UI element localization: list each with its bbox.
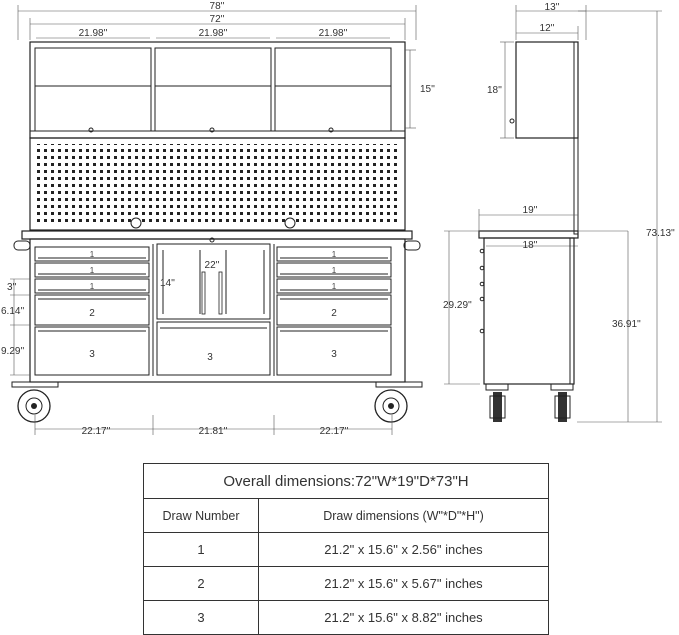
left-drawer-number-2: 1 xyxy=(89,266,95,275)
bottom-width-label-3: 22.17'' xyxy=(319,426,349,437)
table-row xyxy=(144,567,549,601)
hutch-width-label-1: 21.98'' xyxy=(78,28,108,39)
body-width-label: 72'' xyxy=(209,14,225,25)
spec-header-dims: Draw dimensions (W"*D"*H") xyxy=(259,499,549,533)
spec-table-title: Overall dimensions:72"W*19"D*73"H xyxy=(144,464,549,499)
front-view xyxy=(1,1,435,437)
center-drawer-number: 3 xyxy=(207,352,213,363)
left-drawer-number-1: 1 xyxy=(89,250,95,259)
right-drawer-number-2: 1 xyxy=(331,266,337,275)
hutch-height-label: 15'' xyxy=(420,84,435,95)
drawer-dims-cell: 21.2" x 15.6" x 8.82" inches xyxy=(259,601,549,635)
drawer-height-label-3: 9.29'' xyxy=(1,346,25,357)
total-height-label: 73.13'' xyxy=(646,228,675,239)
left-drawer-number-5: 3 xyxy=(89,349,95,360)
table-row xyxy=(144,601,549,635)
body-height-label: 29.29'' xyxy=(443,300,472,311)
left-drawer-number-4: 2 xyxy=(89,308,95,319)
center-width-label: 22'' xyxy=(204,260,220,271)
drawer-spec-table xyxy=(143,463,549,635)
base-depth-inner-label: 18'' xyxy=(522,240,538,251)
base-depth-outer-label: 19'' xyxy=(522,205,538,216)
hutch-depth-inner-label: 12'' xyxy=(539,23,555,34)
spec-header-number: Draw Number xyxy=(144,499,259,533)
right-drawer-number-3: 1 xyxy=(331,282,337,291)
hutch-width-label-2: 21.98'' xyxy=(198,28,228,39)
drawer-height-label-2: 6.14'' xyxy=(1,306,25,317)
side-hutch-height-label: 18'' xyxy=(487,85,502,96)
drawer-height-label-1: 3'' xyxy=(7,282,17,293)
hutch-depth-outer-label: 13'' xyxy=(544,2,560,13)
drawer-number-cell: 3 xyxy=(144,601,259,635)
center-height-label: 14'' xyxy=(160,278,175,289)
side-view xyxy=(443,2,675,422)
overall-width-label: 78'' xyxy=(209,1,225,12)
bottom-width-label-2: 21.81'' xyxy=(198,426,228,437)
bottom-width-label-1: 22.17'' xyxy=(81,426,111,437)
front-casters xyxy=(12,382,422,422)
right-drawer-number-5: 3 xyxy=(331,349,337,360)
left-drawer-number-3: 1 xyxy=(89,282,95,291)
drawer-dims-cell: 21.2" x 15.6" x 2.56" inches xyxy=(259,533,549,567)
table-row xyxy=(144,533,549,567)
right-drawer-number-1: 1 xyxy=(331,250,337,259)
drawer-dims-cell: 21.2" x 15.6" x 5.67" inches xyxy=(259,567,549,601)
drawer-number-cell: 1 xyxy=(144,533,259,567)
hutch-width-label-3: 21.98'' xyxy=(318,28,348,39)
right-drawer-number-4: 2 xyxy=(331,308,337,319)
drawer-number-cell: 2 xyxy=(144,567,259,601)
worktop-height-label: 36.91'' xyxy=(612,319,641,330)
